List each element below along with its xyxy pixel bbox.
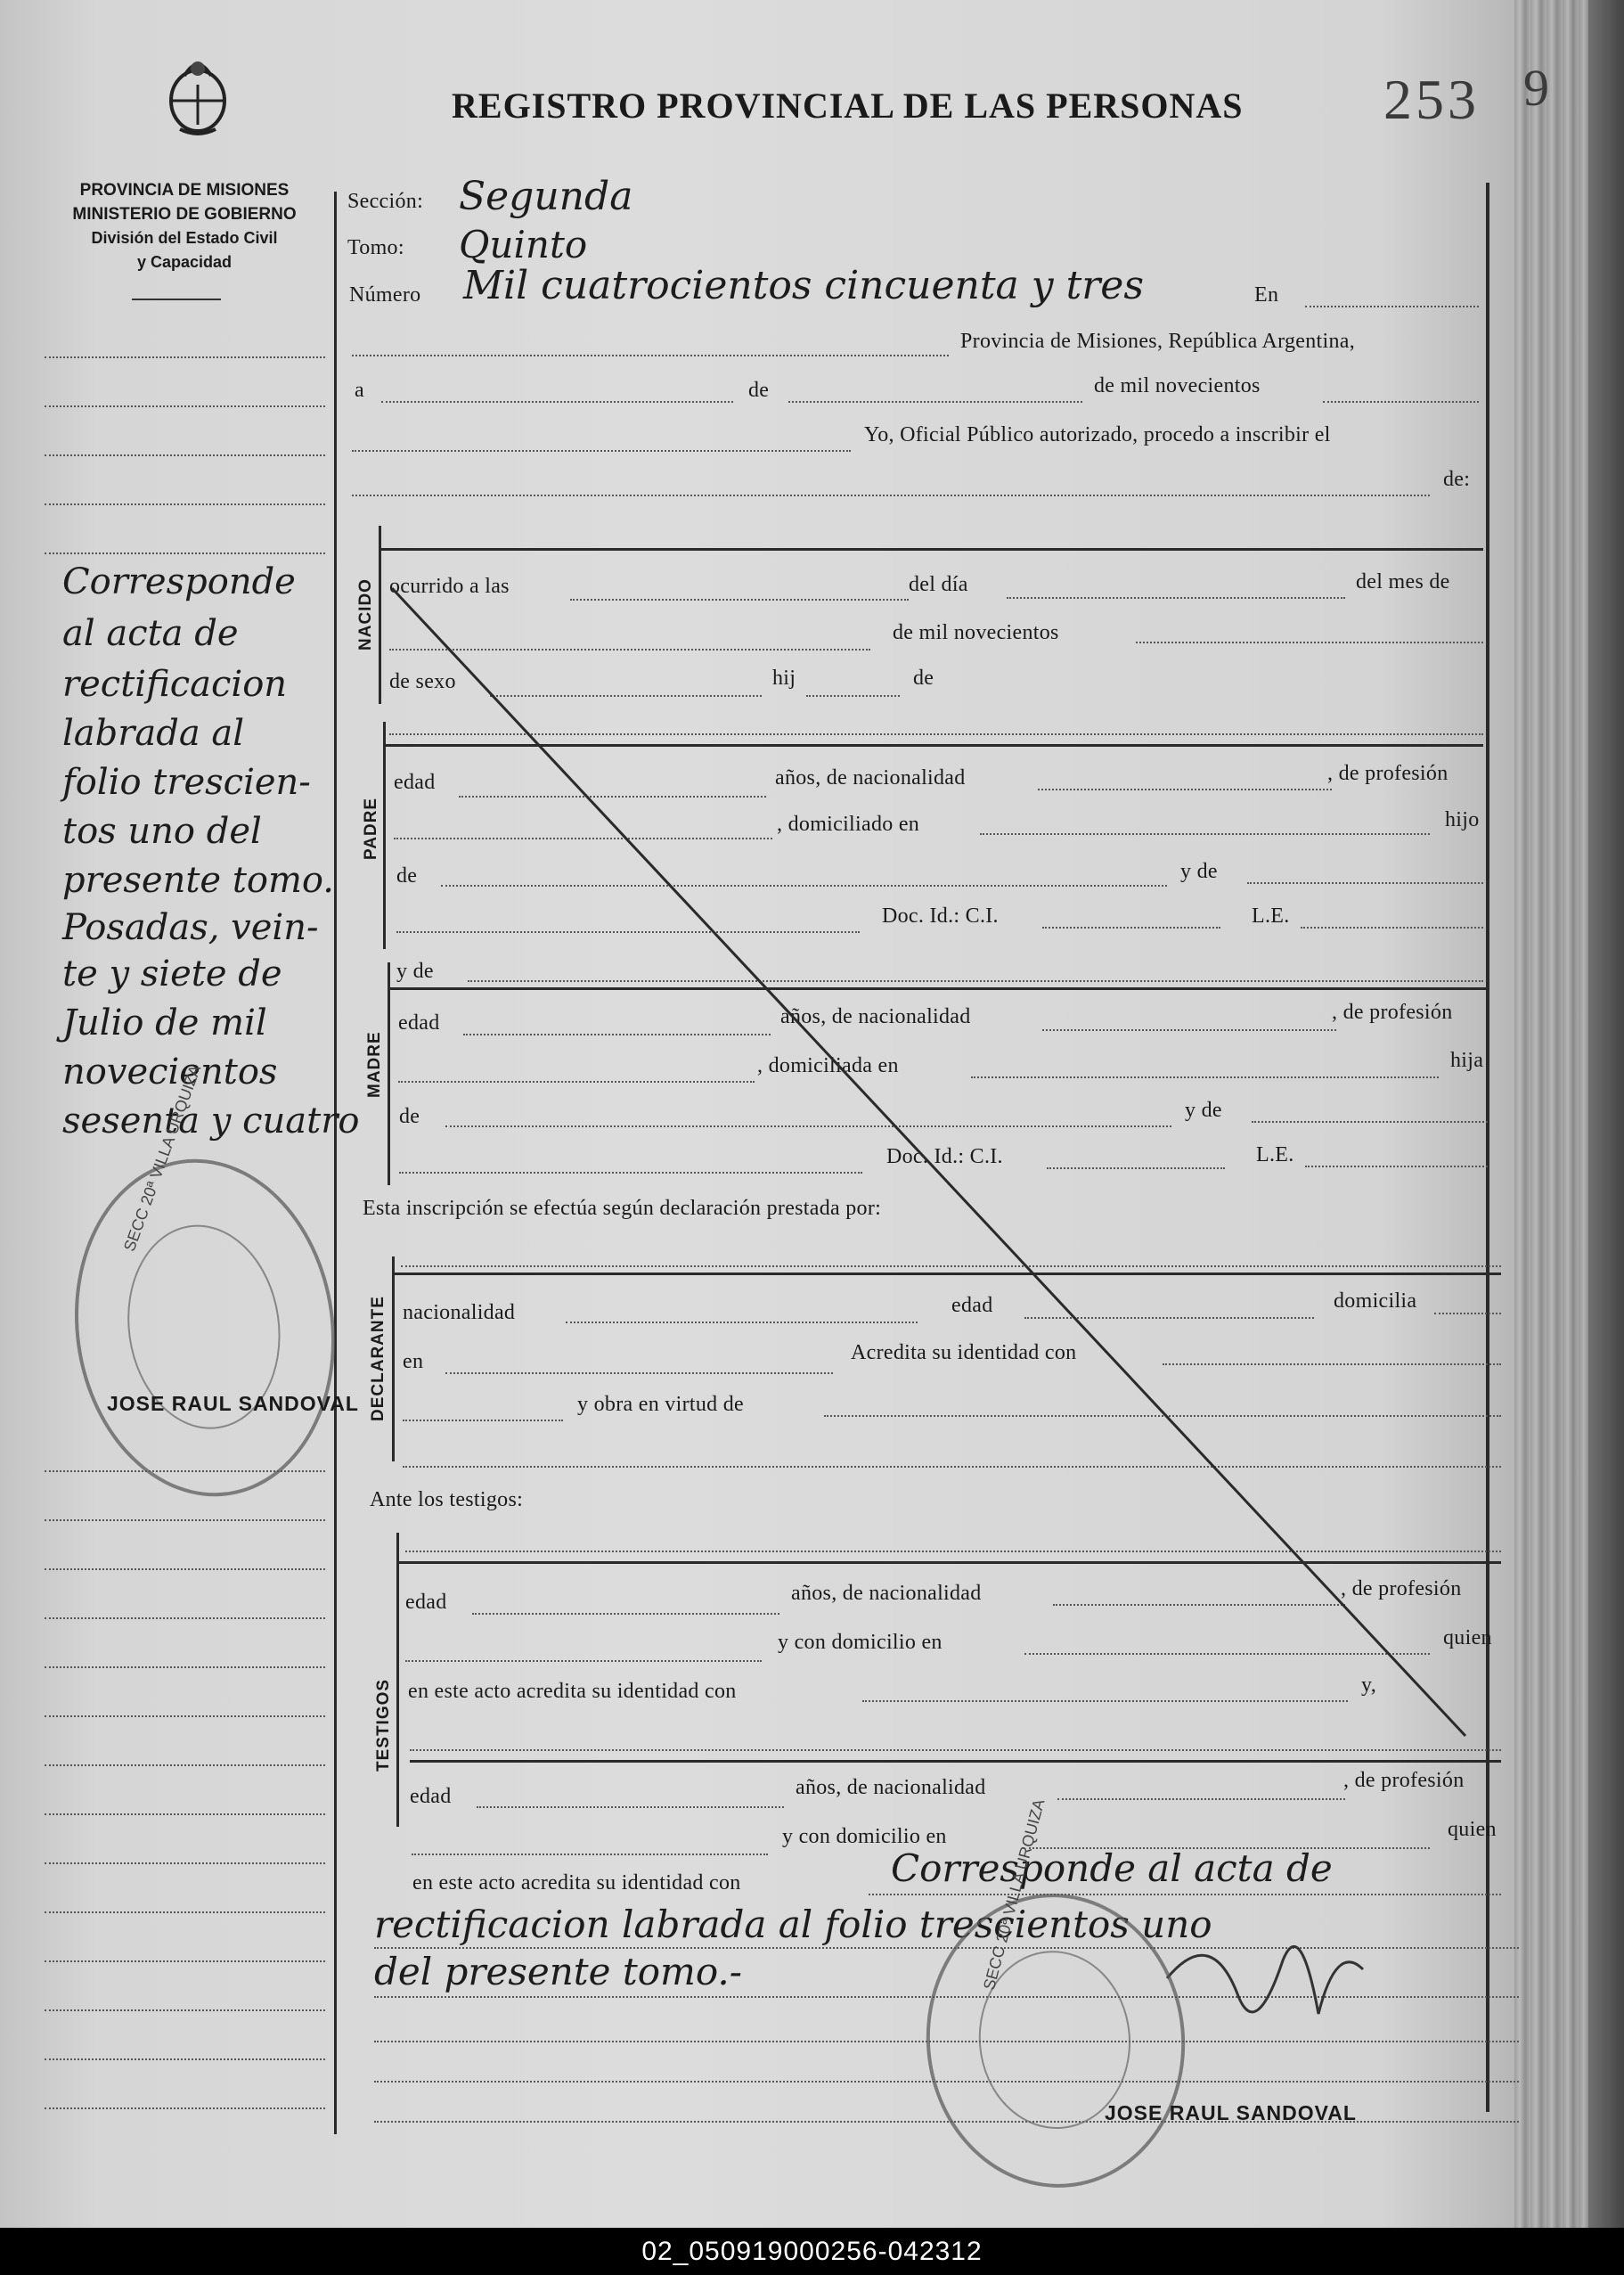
org-line-2: MINISTERIO DE GOBIERNO	[72, 205, 297, 224]
hij-label: hij	[772, 667, 796, 690]
seccion-value: Segunda	[459, 174, 633, 219]
margin-line	[45, 356, 325, 358]
testigo2-hand-line3: del presente tomo.-	[374, 1950, 742, 1993]
numero-label: Número	[349, 283, 421, 307]
testigo1-edad-label: edad	[405, 1591, 447, 1614]
seal-text-left: SECC 20ª VILLA URQUIZA	[120, 1062, 205, 1254]
testigo2-hand-line1: Corresponde al acta de	[891, 1846, 1333, 1890]
testigos-label: TESTIGOS	[374, 1678, 393, 1772]
testigo1-quien-label: quien	[1443, 1626, 1492, 1649]
testigo1-y-label: y,	[1361, 1674, 1377, 1697]
madre-nac-label: años, de nacionalidad	[780, 1005, 971, 1028]
de-label: de	[748, 379, 770, 402]
margin-note-line: tos uno del	[62, 811, 262, 852]
madre-de-label: de	[399, 1105, 420, 1128]
testigo2-hand-line2: rectificacion labrada al folio trescientos uno	[374, 1903, 1212, 1946]
madre-profesion-label: , de profesión	[1332, 1001, 1453, 1024]
padre-domiciliado-label: , domiciliado en	[777, 813, 920, 836]
margin-line	[45, 1666, 325, 1668]
ante-testigos-label: Ante los testigos:	[370, 1488, 524, 1511]
testigo2-quien-label: quien	[1448, 1818, 1497, 1841]
margin-line	[45, 405, 325, 407]
margin-line	[45, 1911, 325, 1913]
tomo-label: Tomo:	[347, 236, 404, 259]
padre-le-label: L.E.	[1252, 904, 1290, 928]
margin-line	[45, 1568, 325, 1570]
ocurrido-label: ocurrido a las	[389, 575, 510, 598]
padre-y-de-label: y de	[1180, 860, 1218, 883]
madre-edad-label: edad	[398, 1011, 440, 1035]
margin-line	[45, 2009, 325, 2011]
margin-note-line: sesenta y cuatro	[62, 1101, 360, 1142]
signature-name-left: JOSE RAUL SANDOVAL	[107, 1392, 359, 1415]
margin-line	[45, 503, 325, 505]
del-dia-label: del día	[909, 573, 968, 596]
declarante-label: DECLARANTE	[369, 1296, 388, 1421]
de-sexo-label: de sexo	[389, 670, 456, 693]
margin-line	[45, 552, 325, 554]
folio-number: 253	[1383, 68, 1480, 131]
margin-line	[45, 1960, 325, 1962]
declarante-domicilia-label: domicilia	[1334, 1289, 1417, 1313]
padre-hijo-label: hijo	[1445, 808, 1480, 831]
testigo2-domicilio-label: y con domicilio en	[782, 1825, 947, 1848]
page-title: REGISTRO PROVINCIAL DE LAS PERSONAS	[452, 86, 1244, 126]
margin-note-line: novecientos	[62, 1052, 278, 1092]
testigo1-nac-label: años, de nacionalidad	[791, 1582, 982, 1605]
margin-note-line: te y siete de	[62, 953, 282, 994]
margin-line	[45, 2107, 325, 2109]
padre-profesion-label: , de profesión	[1327, 762, 1449, 785]
testigo1-profesion-label: , de profesión	[1341, 1577, 1462, 1600]
testigo2-profesion-label: , de profesión	[1343, 1769, 1465, 1792]
testigo2-nac-label: años, de nacionalidad	[796, 1776, 986, 1799]
margin-line	[45, 454, 325, 456]
a-label: a	[355, 379, 364, 402]
margin-note-line: Julio de mil	[62, 1002, 267, 1043]
madre-le-label: L.E.	[1256, 1143, 1294, 1166]
nacido-de-label: de	[913, 667, 934, 690]
declarante-edad-label: edad	[951, 1294, 993, 1317]
seccion-label: Sección:	[347, 190, 424, 213]
de-mil-nov-label: de mil novecientos	[893, 621, 1059, 644]
oficial-text: Yo, Oficial Público autorizado, procedo a inscribir el	[864, 423, 1331, 446]
testigo2-edad-label: edad	[410, 1785, 452, 1808]
image-id-bar: 02_050919000256-042312	[0, 2228, 1624, 2275]
margin-note-line: rectificacion	[62, 664, 288, 705]
madre-domiciliada-label: , domiciliada en	[757, 1054, 899, 1077]
margin-line	[45, 1715, 325, 1717]
margin-line	[45, 1617, 325, 1619]
margin-note-line: labrada al	[62, 713, 245, 754]
declarante-nac-label: nacionalidad	[403, 1301, 516, 1324]
madre-hija-label: hija	[1450, 1049, 1484, 1072]
padre-edad-label: edad	[394, 771, 436, 794]
margin-note-line: presente tomo.	[62, 860, 334, 901]
mil-nov-label: de mil novecientos	[1094, 374, 1261, 397]
margin-note-line: Posadas, vein-	[62, 907, 319, 948]
declarante-acredita-label: Acredita su identidad con	[851, 1341, 1077, 1364]
madre-y-de-top: y de	[396, 960, 434, 983]
inscripcion-text: Esta inscripción se efectúa según declaración prestada por:	[363, 1197, 882, 1220]
declarante-en-label: en	[403, 1350, 424, 1373]
padre-doc-label: Doc. Id.: C.I.	[882, 904, 999, 928]
declarante-obra-label: y obra en virtud de	[577, 1393, 744, 1416]
margin-note-line: folio trescien-	[62, 762, 311, 803]
padre-label: PADRE	[362, 797, 380, 860]
seal-text-bottom: SECC 20ª VILLA URQUIZA	[980, 1796, 1049, 1993]
madre-y-de-label: y de	[1185, 1099, 1222, 1122]
org-line-1: PROVINCIA DE MISIONES	[79, 181, 290, 200]
org-line-4: y Capacidad	[136, 253, 233, 271]
tomo-value: Quinto	[459, 223, 588, 266]
testigo1-domicilio-label: y con domicilio en	[778, 1631, 943, 1654]
margin-line	[45, 1764, 325, 1766]
de-colon: de:	[1443, 468, 1471, 491]
nacido-label: NACIDO	[356, 578, 375, 651]
madre-label: MADRE	[365, 1031, 384, 1098]
margin-line	[45, 2058, 325, 2060]
numero-value: Mil cuatrocientos cincuenta y tres	[463, 263, 1144, 308]
testigo1-acredita-label: en este acto acredita su identidad con	[408, 1680, 737, 1703]
signature-name-bottom: JOSE RAUL SANDOVAL	[1105, 2101, 1357, 2124]
padre-nac-label: años, de nacionalidad	[775, 766, 966, 790]
provincia-text: Provincia de Misiones, República Argentina,	[960, 330, 1356, 353]
en-label: En	[1254, 283, 1279, 307]
padre-de-label: de	[396, 864, 418, 888]
margin-note-line: Corresponde	[62, 561, 296, 602]
del-mes-label: del mes de	[1356, 570, 1450, 593]
margin-line	[45, 1519, 325, 1521]
margin-line	[45, 1813, 325, 1815]
madre-doc-label: Doc. Id.: C.I.	[886, 1145, 1003, 1168]
org-line-3: División del Estado Civil	[91, 229, 278, 247]
margin-note-line: al acta de	[62, 613, 239, 654]
page-mark: 9	[1523, 59, 1553, 117]
margin-line	[45, 1862, 325, 1864]
testigo2-acredita-label: en este acto acredita su identidad con	[412, 1871, 741, 1894]
